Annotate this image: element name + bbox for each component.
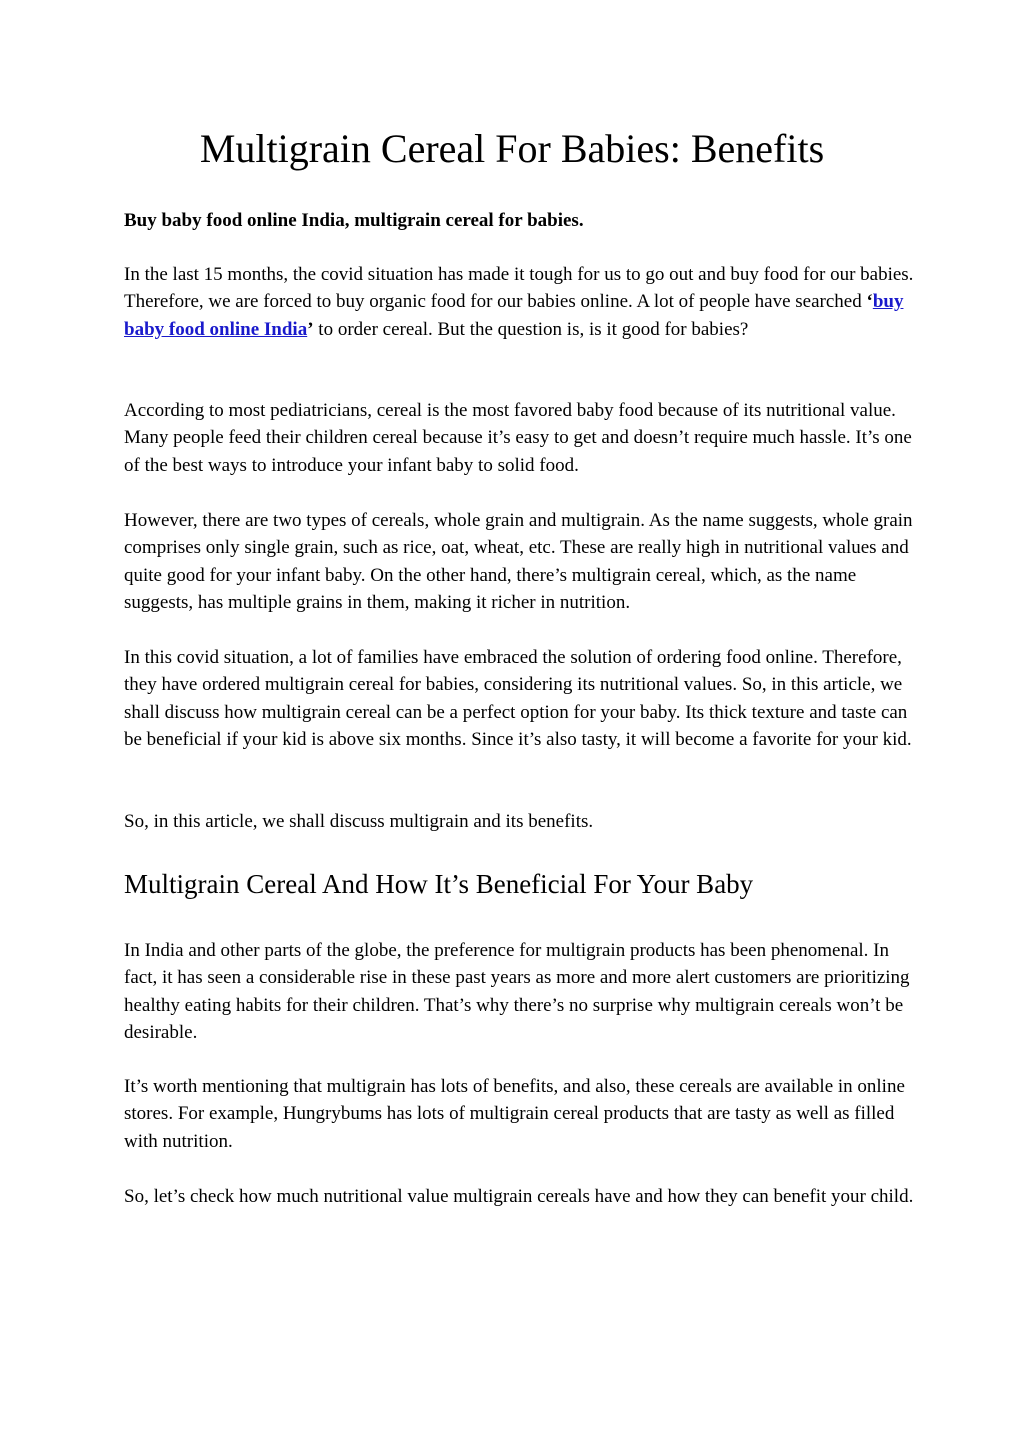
buy-baby-food-online-india-link[interactable]: buy baby food online India xyxy=(124,291,904,340)
paragraph-nutritional-value: So, let’s check how much nutritional value multigrain cereals have and how they can benefit your child. xyxy=(124,1186,914,1207)
paragraph-online-stores: It’s worth mentioning that multigrain has lots of benefits, and also, these cereals are available in online stores. For example, Hungrybums has lots of multigrain cereal products that are tasty as well as filled with nutrition. xyxy=(124,1076,905,1152)
paragraph-intro-text-end: to order cereal. But the question is, is it good for babies? xyxy=(313,318,749,340)
open-quote: ‘ xyxy=(866,291,873,313)
paragraph-cereal-types: However, there are two types of cereals, whole grain and multigrain. As the name suggests, whole grain comprises only single grain, such as rice, oat, wheat, etc. These are really high in nutritional values and quite good for your infant baby. On the other hand, there’s multigrain cereal, which, as the name suggests, has multiple grains in them, making it richer in nutrition. xyxy=(124,510,913,614)
close-quote: ’ xyxy=(307,318,314,340)
paragraph-intro-text-start: In the last 15 months, the covid situation has made it tough for us to go out and buy food for our babies. Therefore, we are forced to buy organic food for our babies online. A lot of people have searched xyxy=(124,264,914,313)
section-heading: Multigrain Cereal And How It’s Beneficial For Your Baby xyxy=(124,869,754,899)
paragraph-preference: In India and other parts of the globe, the preference for multigrain products has been phenomenal. In fact, it has seen a considerable rise in these past years as more and more alert customers are prioritizing healthy eating habits for their children. That’s why there’s no surprise why multigrain cereals won’t be desirable. xyxy=(124,940,910,1044)
paragraph-pediatricians: According to most pediatricians, cereal is the most favored baby food because of its nutritional value. Many people feed their children cereal because it’s easy to get and doesn’t require much hassle. It’s one of the best ways to introduce your infant baby to solid food. xyxy=(124,400,912,476)
document-title: Multigrain Cereal For Babies: Benefits xyxy=(199,126,825,171)
paragraph-covid-ordering: In this covid situation, a lot of families have embraced the solution of ordering food online. Therefore, they have ordered multigrain cereal for babies, considering its nutritional values. So, in this article, we shall discuss how multigrain cereal can be a perfect option for your baby. Its thick texture and taste can be beneficial if your kid is above six months. Since it’s also tasty, it will become a favorite for your kid. xyxy=(124,647,912,751)
document-subtitle: Buy baby food online India, multigrain cereal for babies. xyxy=(124,210,584,231)
paragraph-article-intro: So, in this article, we shall discuss multigrain and its benefits. xyxy=(124,811,594,832)
paragraph-intro xyxy=(124,261,914,343)
